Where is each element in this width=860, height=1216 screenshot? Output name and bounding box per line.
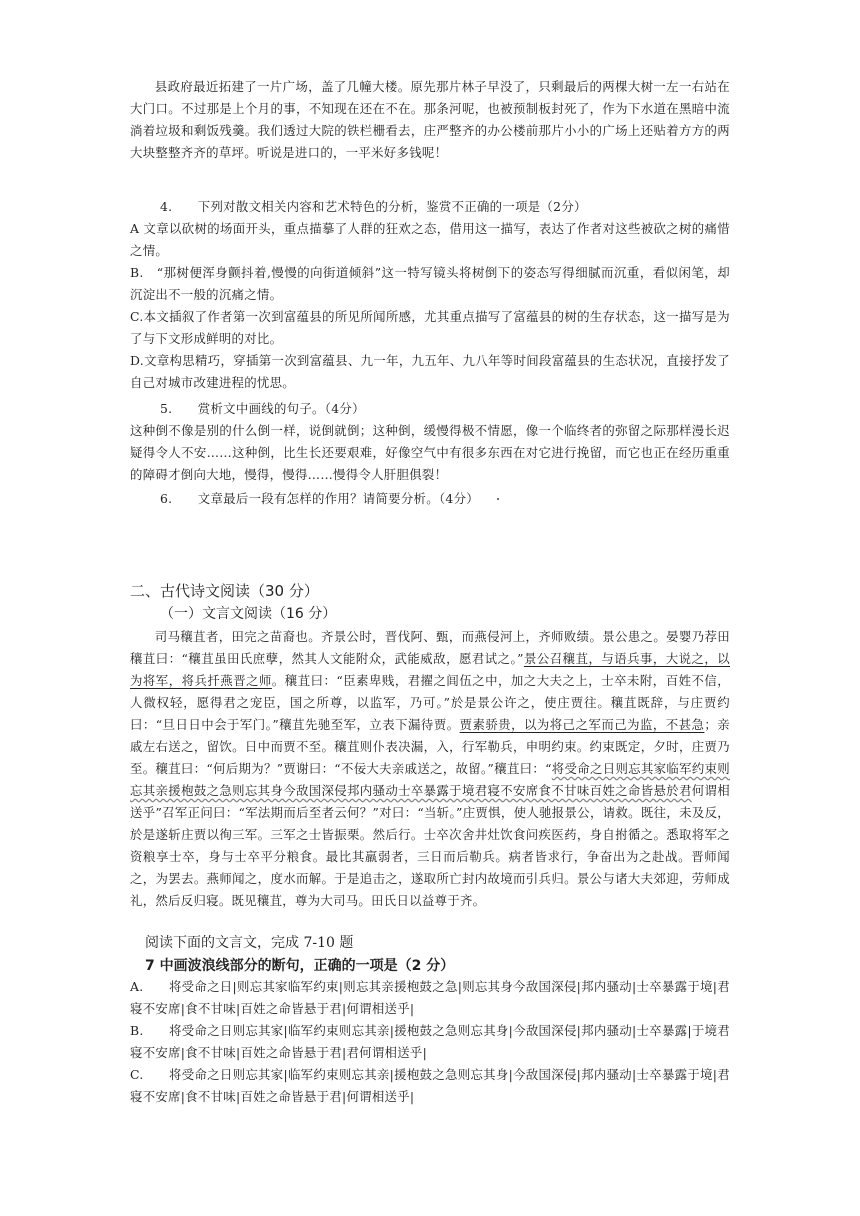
question-7-option-c: C. 将受命之日则忘其家|临军约束则忘其亲|援枹鼓之急则忘其身|今敌国深侵|邦内骚动|士卒暴露于境|君寝不安席|食不甘味|百姓之命皆悬于君|何谓相送乎| xyxy=(130,1067,730,1104)
classical-text-3: ；亲戚左右送之，留饮。日中而贾不至。穰苴则仆表决漏，入，行军勒兵，申明约束。约束既定，夕时，庄贾乃至。穰苴曰：“何后期为？”贾谢曰：“不佞大夫亲戚送之，故留。”穰苴曰：“ xyxy=(130,717,730,776)
classical-passage xyxy=(130,626,730,912)
underlined-sentence-1: 景公召穰苴，与语兵事，大说之，以为将军，将兵扦燕晋之师 xyxy=(130,651,730,688)
question-7-option-a: A. 将受命之日|则忘其家临军约束|则忘其亲援枹鼓之急|则忘其身今敌国深侵|邦内骚动|士卒暴露于境|君寝不安席|食不甘味|百姓之命皆悬于君|何谓相送乎| xyxy=(130,979,730,1016)
question-6-stem: 6. 文章最后一段有怎样的作用？请简要分析。（4分） xyxy=(160,491,479,506)
classical-text-2: 。穰苴曰：“臣素卑贱，君擢之闾伍之中，加之大夫之上，士卒未附，百姓不信，人微权轻，愿得君之宠臣，国之所尊，以监军，乃可。”於是景公许之，使庄贾往。穰苴既辞，与庄贾约曰：“旦日日中会于军门。”穰苴先驰至军，立表下漏待贾。 xyxy=(130,673,730,732)
underlined-sentence-2: 贾素骄贵，以为将己之军而己为监，不甚急 xyxy=(459,717,705,732)
question-4-option-d: D.文章构思精巧，穿插第一次到富蕴县、九一年，九五年、九八年等时间段富蕴县的生态状况，直接抒发了自己对城市改建进程的忧思。 xyxy=(130,353,730,390)
section-title: 二、古代诗文阅读（30 分） xyxy=(130,582,319,600)
question-4-option-b: B. “那树便浑身颤抖着,慢慢的向街道倾斜”这一特写镜头将树倒下的姿态写得细腻而沉重，看似闲笔，却沉淀出不一般的沉痛之情。 xyxy=(130,265,730,302)
question-5-quoted-sentence: 这种倒不像是别的什么倒一样，说倒就倒；这种倒，缓慢得极不情愿，像一个临终者的弥留之际那样漫长迟疑得令人不安……这种倒，比生长还要艰难，好像空气中有很多东西在对它进行挽留，而它也正在经历重重的障碍才倒向大地，慢得，慢得……慢得令人肝胆俱裂！ xyxy=(130,423,730,482)
question-5-stem: 5. 赏析文中画线的句子。（4分） xyxy=(160,401,365,416)
question-4-option-a: A 文章以砍树的场面开头，重点描摹了人群的狂欢之态，借用这一描写，表达了作者对这些被砍之树的痛惜之情。 xyxy=(130,221,730,258)
classical-text-1: 司马穰苴者，田完之苗裔也。齐景公时，晋伐阿、甄，而燕侵河上，齐师败绩。景公患之。晏婴乃荐田穰苴曰：“穰苴虽田氏庶孽，然其人文能附众，武能威敌，愿君试之。” xyxy=(130,629,730,666)
wavy-underlined-passage: 将受命之日则忘其家临军约束则忘其亲援枹鼓之急则忘其身今敌国深侵邦内骚动士卒暴露于境君寝不安席食不甘味百姓之命皆悬於君 xyxy=(130,761,730,798)
question-7-stem: 7 中画波浪线部分的断句，正确的一项是（2 分） xyxy=(145,958,455,974)
modern-passage-paragraph: 县政府最近拓建了一片广场，盖了几幢大楼。原先那片林子早没了，只剩最后的两棵大树一左一右站在大门口。不过那是上个月的事，不知现在还在不在。那条河呢，也被预制板封死了，作为下水道在黑暗中流淌着垃圾和剩饭残羹。我们透过大院的铁栏栅看去，庄严整齐的办公楼前那片小小的广场上还贴着方方的两大块整整齐齐的草坪。听说是进口的，一平米好多钱呢！ xyxy=(130,79,730,160)
section-subtitle: （一）文言文阅读（16 分） xyxy=(160,606,337,622)
question-4-stem: 4. 下列对散文相关内容和艺术特色的分析，鉴赏不正确的一项是（2分） xyxy=(160,199,587,214)
question-4-option-c: C.本文插叙了作者第一次到富蕴县的所见所闻所感，尤其重点描写了富蕴县的树的生存状态，这一描写是为了与下文形成鲜明的对比。 xyxy=(130,309,730,346)
reading-prompt: 阅读下面的文言文，完成 7-10 题 xyxy=(145,935,354,951)
question-7-option-b: B. 将受命之日则忘其家|临军约束则忘其亲|援枹鼓之急则忘其身|今敌国深侵|邦内骚动|士卒暴露|于境君寝不安席|食不甘味|百姓之命皆悬于君|君何谓相送乎| xyxy=(130,1023,730,1060)
stray-dot xyxy=(497,498,499,500)
classical-text-4: 何谓相送乎”召军正问曰：“军法期而后至者云何？”对曰：“当斩。”庄贾惧，使人驰报景公，请救。既往，未及反，於是遂斩庄贾以徇三军。三军之士皆振栗。然后行。士卒次舍井灶饮食问疾医药，身自拊循之。悉取将军之资粮享士卒，身与士卒平分粮食。最比其羸弱者，三日而后勒兵。病者皆求行，争奋出为之赴战。晋师闻之，为罢去。燕师闻之，度水而解。于是追击之，遂取所亡封内故境而引兵归。景公与诸大夫郊迎，劳师成礼，然后反归寝。既见穰苴，尊为大司马。田氏日以益尊于齐。 xyxy=(130,783,730,908)
